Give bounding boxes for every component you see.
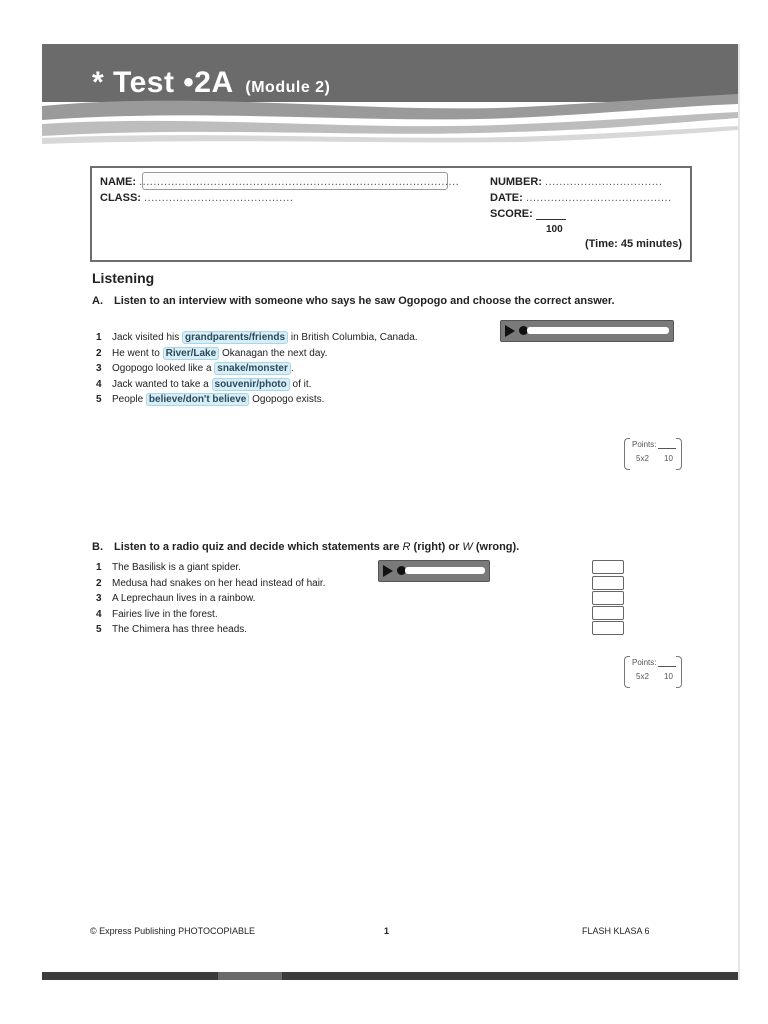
answer-choice[interactable]: souvenir/photo: [212, 378, 290, 391]
play-icon[interactable]: [383, 565, 393, 577]
test-title: [92, 66, 330, 100]
test-sheet: [42, 44, 740, 980]
section-title-listening: Listening: [92, 270, 155, 286]
answer-choice[interactable]: grandparents/friends: [182, 331, 288, 344]
date-label: DATE:: [490, 192, 523, 204]
list-item: 5 The Chimera has three heads.: [96, 624, 248, 635]
page-number: 1: [384, 926, 390, 936]
name-label: NAME:: [100, 176, 137, 188]
list-item: 3 A Leprechaun lives in a rainbow.: [96, 593, 256, 604]
exercise-b-letter: B.: [92, 541, 103, 553]
points-label: Points:: [632, 440, 657, 449]
answer-box-1[interactable]: [592, 560, 624, 574]
points-label: Points:: [632, 658, 657, 667]
list-item: 2 Medusa had snakes on her head instead of hair.: [96, 577, 326, 589]
points-box-b: [624, 656, 682, 686]
exercise-a-items: [96, 330, 418, 408]
student-info-box: [90, 166, 692, 262]
list-item: 1 Jack visited his grandparents/friends in British Columbia, Canada.: [96, 332, 418, 343]
date-field[interactable]: .........................................: [525, 192, 672, 204]
number-row: [490, 176, 672, 192]
exercise-a-letter: A.: [92, 295, 103, 307]
list-item: 4 Jack wanted to take a souvenir/photo of it.: [96, 378, 312, 390]
list-item: 3 Ogopogo looked like a snake/monster .: [96, 363, 294, 374]
number-field[interactable]: .................................: [545, 176, 663, 188]
list-item: 4 Fairies live in the forest.: [96, 608, 218, 620]
answer-box-2[interactable]: [592, 576, 624, 590]
bottom-bar: [42, 972, 738, 980]
exercise-b-instruction: B. Listen to a radio quiz and decide which statements are R (right) or W (wrong).: [92, 541, 520, 553]
number-label: NUMBER:: [490, 176, 542, 188]
list-item: 1 The Basilisk is a giant spider.: [96, 562, 241, 573]
answer-choice[interactable]: believe/don't believe: [146, 393, 249, 406]
date-row: [490, 192, 672, 208]
audio-player-b[interactable]: [378, 560, 490, 582]
answer-choice[interactable]: River/Lake: [163, 347, 220, 360]
play-icon[interactable]: [505, 325, 515, 337]
score-label: SCORE:: [490, 208, 533, 220]
exercise-a-text: Listen to an interview with someone who says he saw Ogopogo and choose the correct answer.: [114, 295, 615, 307]
answer-choice[interactable]: snake/monster: [214, 362, 291, 375]
points-total: 10: [664, 454, 673, 463]
progress-track[interactable]: [527, 327, 669, 334]
points-total: 10: [664, 672, 673, 681]
score-row: [490, 208, 672, 224]
time-limit: (Time: 45 minutes): [585, 238, 682, 250]
name-row: [100, 176, 459, 192]
test-title-main: * Test •2A: [92, 66, 233, 99]
footer-copyright: © Express Publishing PHOTOCOPIABLE: [90, 926, 256, 936]
name-dots: ..........................................................................................: [139, 176, 460, 188]
points-calc: 5x2: [636, 672, 649, 681]
class-row: [100, 192, 459, 208]
list-item: 5 People believe/don't believe Ogopogo exists.: [96, 394, 325, 405]
progress-track[interactable]: [405, 567, 485, 574]
footer-course: FLASH KLASA 6: [582, 926, 650, 936]
test-title-module: (Module 2): [245, 79, 331, 96]
answer-box-5[interactable]: [592, 621, 624, 635]
list-item: 2 He went to River/Lake Okanagan the next day.: [96, 347, 328, 359]
answer-box-3[interactable]: [592, 591, 624, 605]
points-field[interactable]: [658, 666, 676, 667]
points-field[interactable]: [658, 448, 676, 449]
audio-player-a[interactable]: [500, 320, 674, 342]
points-calc: 5x2: [636, 454, 649, 463]
answer-box-4[interactable]: [592, 606, 624, 620]
score-field[interactable]: [536, 209, 566, 220]
exercise-b-items: [96, 560, 325, 638]
score-total: 100: [546, 224, 563, 235]
class-field[interactable]: ..........................................: [144, 192, 294, 204]
class-label: CLASS:: [100, 192, 141, 204]
exercise-a-instruction: [92, 294, 682, 309]
header-banner: [42, 44, 738, 144]
points-box-a: [624, 438, 682, 468]
